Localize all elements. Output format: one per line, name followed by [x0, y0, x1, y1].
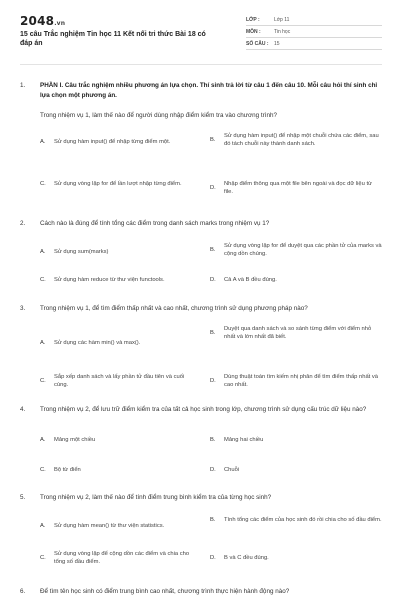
document-meta	[246, 14, 382, 50]
option-a[interactable]	[40, 248, 198, 256]
question-3	[20, 304, 382, 314]
option-b[interactable]	[210, 325, 382, 341]
option-b[interactable]	[210, 132, 382, 148]
question-text: Trong nhiệm vụ 1, để tìm điểm thấp nhất và cao nhất, chương trình sử dụng phương pháp nào?	[40, 305, 308, 312]
option-b[interactable]	[210, 436, 382, 444]
question-1-text	[20, 111, 382, 121]
option-letter: D.	[210, 467, 216, 473]
option-text: Duyệt qua danh sách và so sánh từng điểm với điểm nhỏ nhất và lớn nhất đã biết.	[224, 326, 372, 340]
question-1	[20, 81, 382, 101]
meta-value: Tin học	[274, 28, 291, 35]
option-b[interactable]	[210, 516, 382, 524]
option-text: Bộ từ điển	[54, 467, 81, 473]
option-text: Cả A và B đều đúng.	[224, 277, 277, 283]
option-text: Mảng hai chiều	[224, 437, 264, 443]
option-text: Sử dụng hàm reduce từ thư viện functools.	[54, 277, 165, 283]
question-text: Trong nhiệm vụ 2, để lưu trữ điểm kiểm tra của tất cả học sinh trong lớp, chương trình sử dụng cấu trúc dữ liệu nào?	[40, 406, 367, 413]
option-c[interactable]	[40, 466, 198, 474]
option-letter: C.	[40, 467, 46, 473]
option-letter: A.	[40, 523, 46, 529]
option-b[interactable]	[210, 242, 382, 258]
option-letter: B.	[210, 437, 216, 443]
meta-row-subject	[246, 26, 382, 38]
option-c[interactable]	[40, 550, 198, 566]
option-d[interactable]	[210, 554, 382, 562]
option-c[interactable]	[40, 276, 198, 284]
option-letter: A.	[40, 340, 46, 346]
option-a[interactable]	[40, 522, 198, 530]
option-c[interactable]	[40, 180, 198, 188]
option-text: Chuỗi	[224, 467, 240, 473]
option-letter: D.	[210, 277, 216, 283]
brand-name: 2048	[20, 14, 55, 28]
option-letter: C.	[40, 277, 46, 283]
option-letter: D.	[210, 378, 216, 384]
option-text: Sử dụng các hàm min() và max().	[54, 340, 141, 346]
option-d[interactable]	[210, 276, 382, 284]
option-letter: C.	[40, 181, 46, 187]
question-5	[20, 493, 382, 503]
option-c[interactable]	[40, 373, 198, 389]
meta-key: MÔN :	[246, 28, 261, 35]
question-text: Để tìm tên học sinh có điểm trung bình cao nhất, chương trình thực hiện hành động nào?	[40, 588, 290, 595]
option-letter: A.	[40, 249, 46, 255]
part-intro: PHẦN I. Câu trắc nghiệm nhiều phương án lựa chọn. Thí sinh trả lời từ câu 1 đến câu 10. Mỗi câu hỏi thí sinh chỉ lựa chọn một phương án.	[40, 82, 378, 99]
page-title: 15 câu Trắc nghiệm Tin học 11 Kết nối tri thức Bài 18 có đáp án	[20, 31, 206, 47]
question-text: Trong nhiệm vụ 1, làm thế nào để người dùng nhập điểm kiểm tra vào chương trình?	[40, 112, 277, 119]
option-text: Tính tổng các điểm của học sinh đó rồi chia cho số đầu điểm.	[224, 517, 382, 523]
option-text: Mảng một chiều	[54, 437, 96, 443]
meta-value: Lớp 11	[274, 16, 290, 23]
option-letter: B.	[210, 517, 216, 523]
option-text: Sử dụng vòng lặp for để lần lượt nhập từng điểm.	[54, 181, 182, 187]
meta-key: SỐ CÂU :	[246, 40, 269, 47]
option-d[interactable]	[210, 180, 382, 196]
option-letter: C.	[40, 378, 46, 384]
option-letter: B.	[210, 330, 216, 336]
option-letter: A.	[40, 437, 46, 443]
option-text: Sử dụng hàm mean() từ thư viện statistics.	[54, 523, 165, 529]
site-logo[interactable]	[20, 14, 65, 28]
question-number: 2.	[20, 220, 26, 227]
question-text: Cách nào là đúng để tính tổng các điểm trong danh sách marks trong nhiệm vụ 1?	[40, 220, 270, 227]
header-divider	[20, 64, 382, 65]
meta-row-class	[246, 14, 382, 26]
option-a[interactable]	[40, 138, 198, 146]
option-text: Sử dụng sum(marks)	[54, 249, 109, 255]
option-letter: B.	[210, 137, 216, 143]
option-letter: C.	[40, 555, 46, 561]
option-text: Sắp xếp danh sách và lấy phần tử đầu tiên và cuối cùng.	[54, 374, 185, 388]
option-text: Nhập điểm thông qua một file bên ngoài và đọc dữ liệu từ file.	[224, 181, 372, 195]
option-d[interactable]	[210, 466, 382, 474]
option-a[interactable]	[40, 339, 198, 347]
option-text: Sử dụng vòng lặp for để duyệt qua các phần tử của marks và cộng dồn chúng.	[224, 243, 382, 257]
document-header	[20, 14, 382, 56]
question-6	[20, 587, 382, 597]
option-text: B và C đều đúng.	[224, 555, 269, 561]
meta-row-count	[246, 38, 382, 50]
option-letter: D.	[210, 185, 216, 191]
option-text: Sử dụng hàm input() để nhập một chuỗi chứa các điểm, sau đó tách chuỗi này thành danh sách.	[224, 133, 379, 147]
question-number: 1.	[20, 82, 26, 89]
option-text: Sử dụng vòng lặp để cộng dồn các điểm và chia cho tổng số đầu điểm.	[54, 551, 190, 565]
question-number: 6.	[20, 588, 26, 595]
option-text: Sử dụng hàm input() để nhập từng điểm một.	[54, 139, 171, 145]
option-letter: D.	[210, 555, 216, 561]
option-text: Dùng thuật toán tìm kiếm nhị phân để tìm điểm thấp nhất và cao nhất.	[224, 374, 379, 388]
question-number: 5.	[20, 494, 26, 501]
question-number: 4.	[20, 406, 26, 413]
option-letter: A.	[40, 139, 46, 145]
option-a[interactable]	[40, 436, 198, 444]
option-d[interactable]	[210, 373, 382, 389]
option-letter: B.	[210, 247, 216, 253]
meta-key: LỚP :	[246, 16, 260, 23]
meta-value: 15	[274, 40, 280, 47]
question-4	[20, 405, 382, 415]
question-number: 3.	[20, 305, 26, 312]
question-text: Trong nhiệm vụ 2, làm thế nào để tính điểm trung bình kiểm tra của từng học sinh?	[40, 494, 272, 501]
brand-suffix: .vn	[54, 20, 66, 27]
question-2	[20, 219, 382, 229]
